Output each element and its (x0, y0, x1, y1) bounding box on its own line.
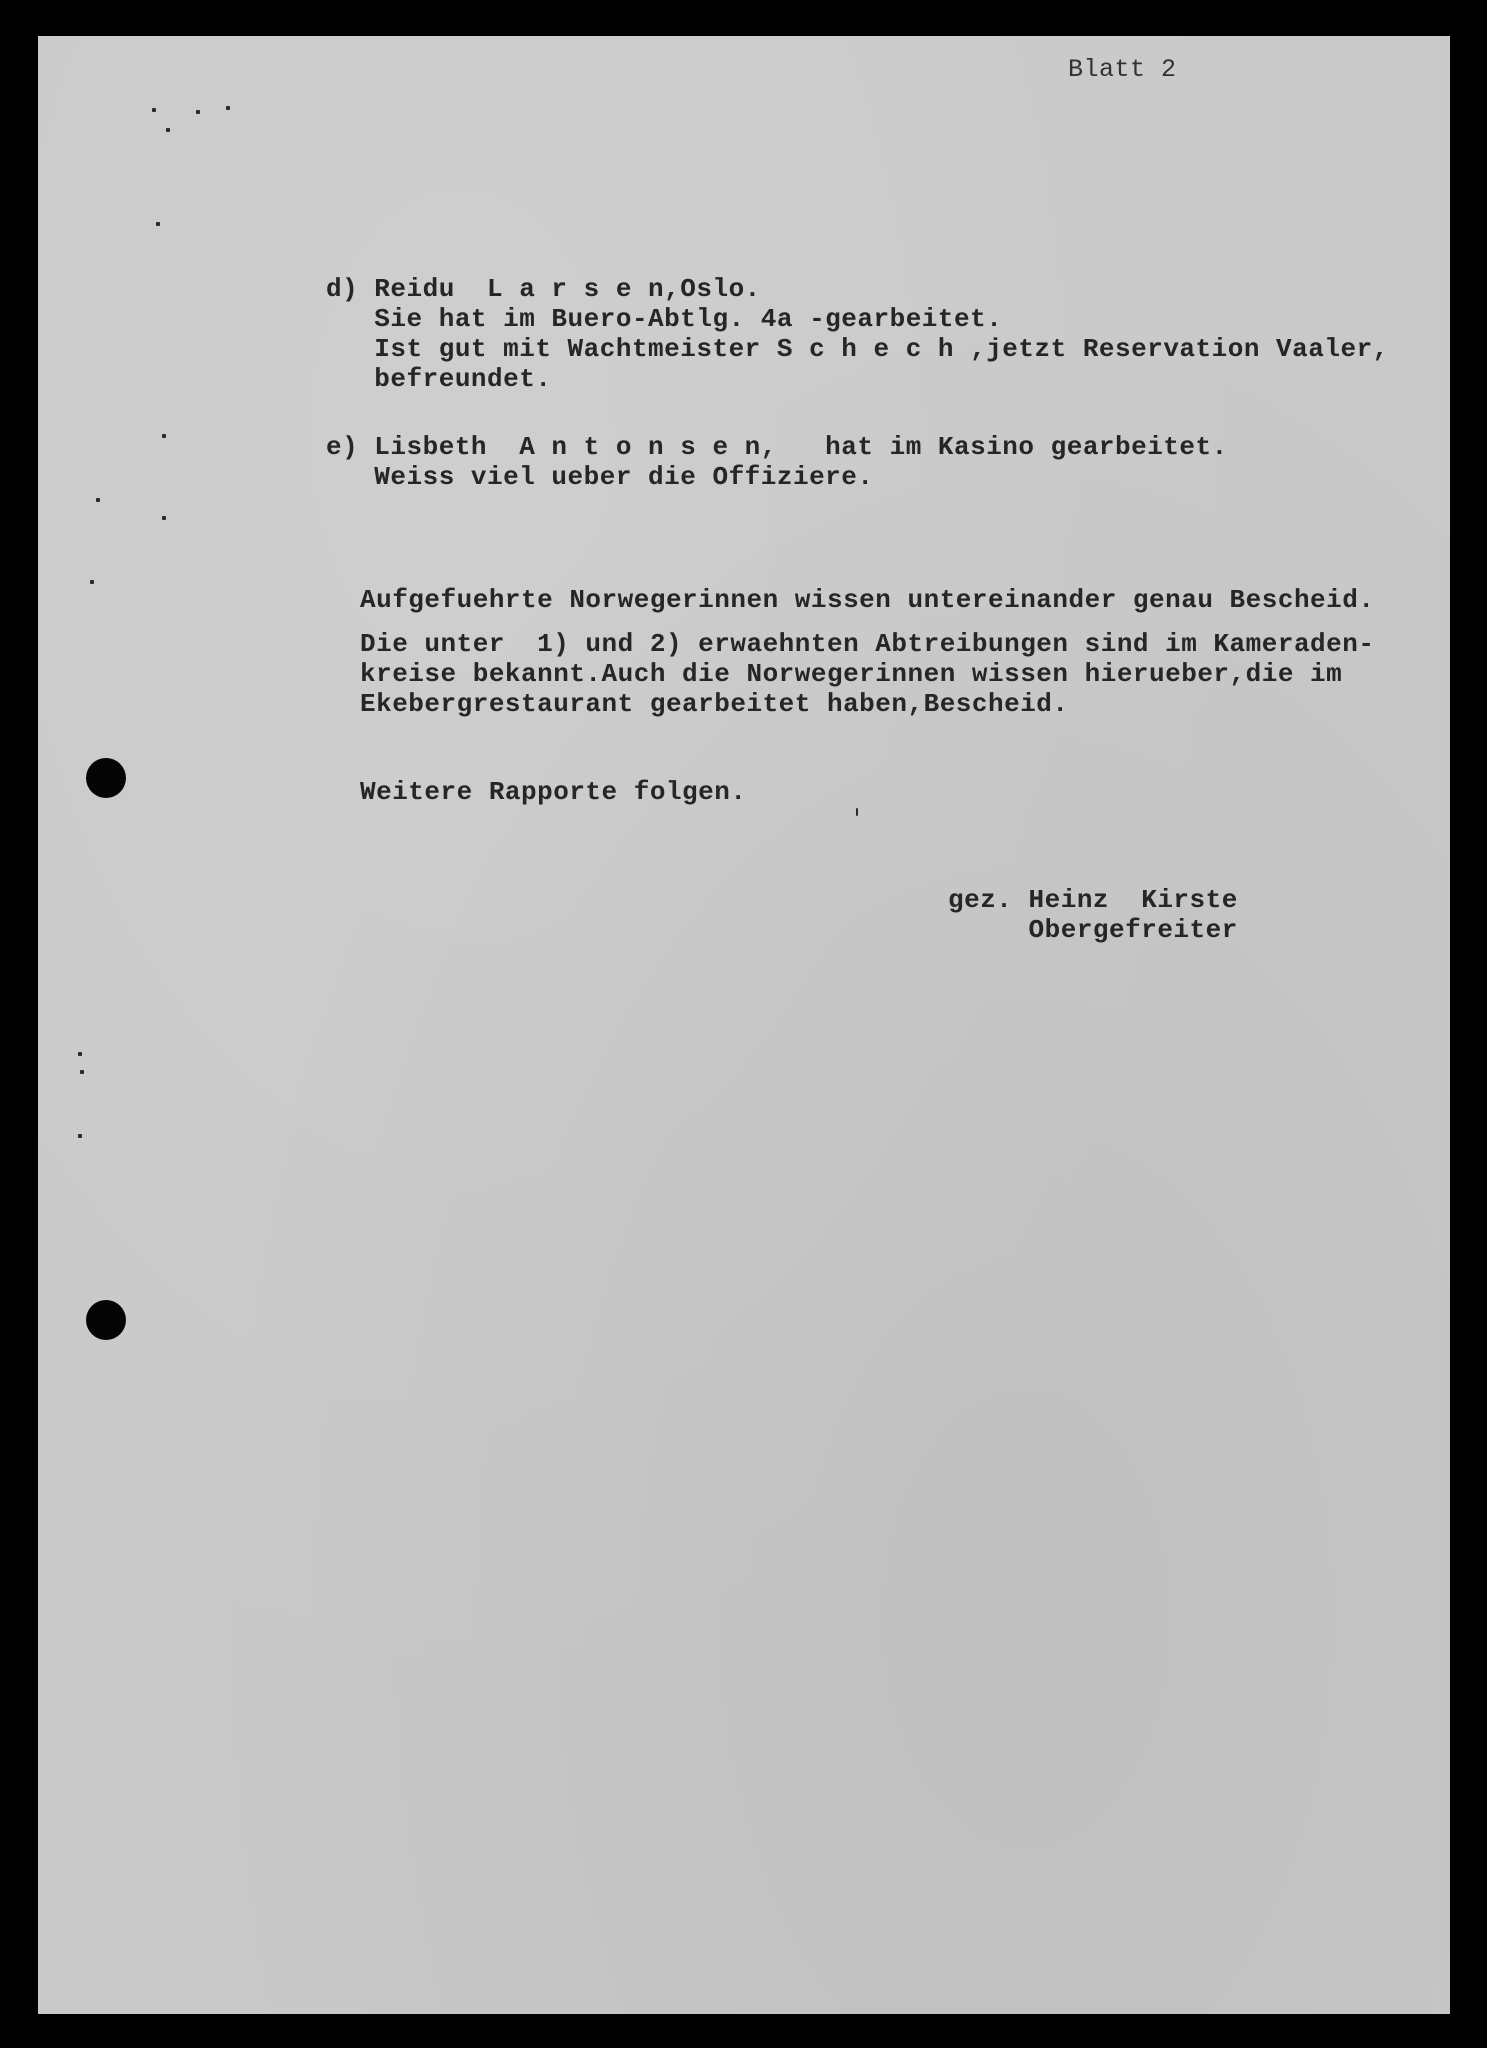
entry-e-line-2: Weiss viel ueber die Offiziere. (326, 462, 874, 492)
punch-hole-lower (86, 1300, 126, 1340)
paragraph-abortions-line-2: kreise bekannt.Auch die Norwegerinnen wissen hierueber,die im (360, 659, 1343, 689)
paper-speck (162, 516, 166, 520)
paper-speck (80, 1070, 84, 1074)
entry-d-line-4: befreundet. (326, 364, 552, 394)
paper-speck (96, 498, 100, 502)
signature-name: gez. Heinz Kirste (948, 885, 1238, 915)
document-page (38, 36, 1450, 2014)
paper-speck (78, 1052, 82, 1056)
page-number: Blatt 2 (1068, 55, 1177, 84)
entry-e-line-1: e) Lisbeth A n t o n s e n, hat im Kasino gearbeitet. (326, 432, 1228, 462)
signature-rank: Obergefreiter (948, 915, 1238, 945)
punch-hole-upper (86, 758, 126, 798)
paper-speck (152, 108, 156, 112)
paper-speck (226, 106, 230, 110)
paragraph-abortions-line-3: Ekebergrestaurant gearbeitet haben,Bescheid. (360, 689, 1069, 719)
paper-speck (166, 128, 170, 132)
paper-speck (196, 110, 200, 114)
paper-speck (856, 808, 858, 816)
entry-d-line-3: Ist gut mit Wachtmeister S c h e c h ,jetzt Reservation Vaaler, (326, 334, 1389, 364)
paper-speck (156, 222, 160, 226)
entry-d-line-1: d) Reidu L a r s e n,Oslo. (326, 274, 761, 304)
paper-speck (162, 434, 166, 438)
entry-d-line-2: Sie hat im Buero-Abtlg. 4a -gearbeitet. (326, 304, 1003, 334)
closing-line: Weitere Rapporte folgen. (360, 777, 747, 807)
paper-speck (78, 1134, 82, 1138)
paragraph-abortions-line-1: Die unter 1) und 2) erwaehnten Abtreibungen sind im Kameraden- (360, 629, 1375, 659)
paragraph-norwegian-women: Aufgefuehrte Norwegerinnen wissen untereinander genau Bescheid. (360, 585, 1375, 615)
paper-speck (90, 580, 94, 584)
